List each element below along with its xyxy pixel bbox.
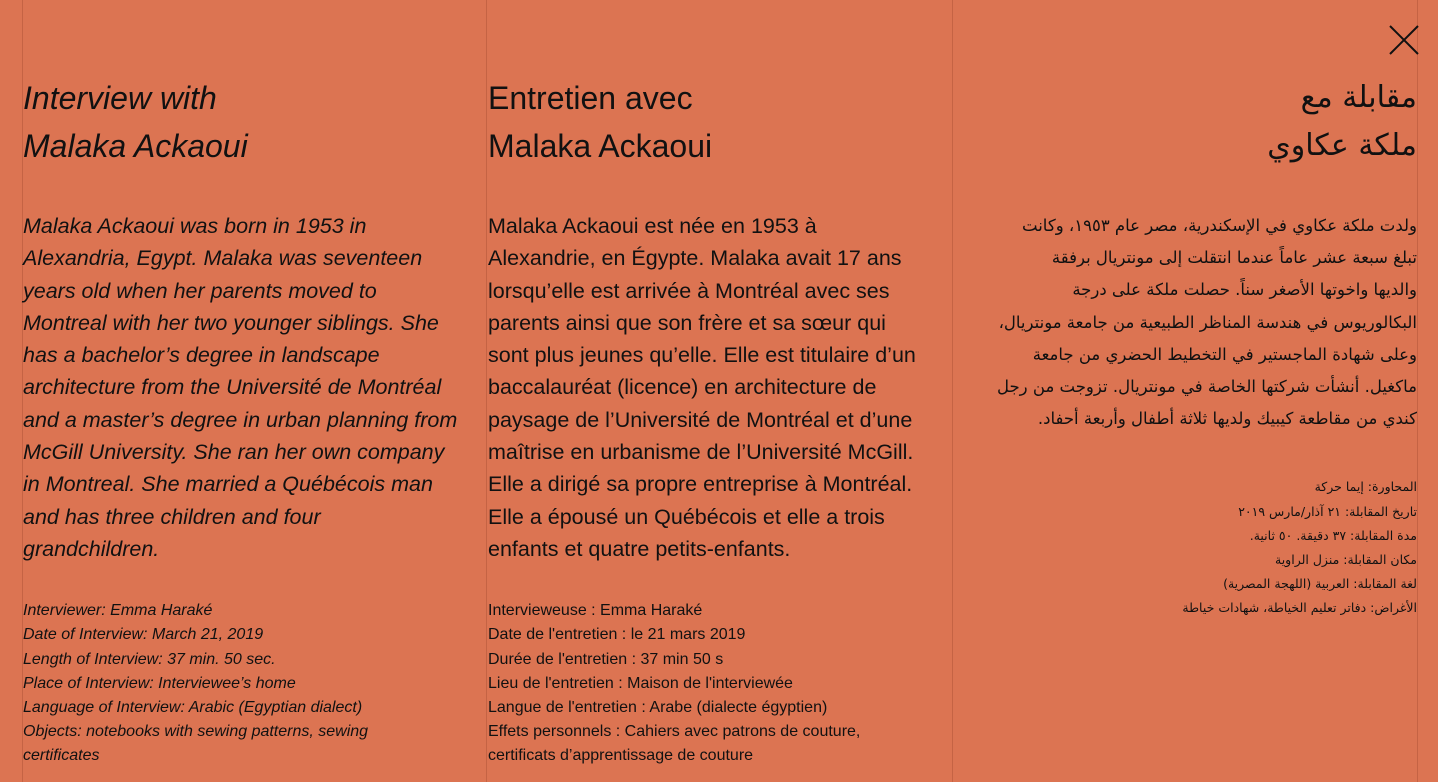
arabic-language: لغة المقابلة: العربية (اللهجة المصرية)	[1223, 576, 1417, 592]
french-objects: Effets personnels : Cahiers avec patrons de couture, certificats d’apprentissage de couture	[488, 723, 861, 765]
french-title-line-2: Malaka Ackaoui	[488, 128, 713, 164]
english-interviewer: Interviewer: Emma Haraké	[23, 602, 213, 620]
english-length: Length of Interview: 37 min. 50 sec.	[23, 650, 276, 668]
arabic-length: مدة المقابلة: ٣٧ دقيقة. ٥٠ ثانية.	[1249, 527, 1417, 543]
english-interview-details	[23, 599, 471, 768]
close-icon	[1386, 22, 1422, 58]
english-language: Language of Interview: Arabic (Egyptian dialect)	[23, 699, 363, 717]
arabic-bio: ولدت ملكة عكاوي في الإسكندرية، مصر عام ١٩٥٣، وكانت تبلغ سبعة عشر عاماً عندما انتقلت إلى مونتريال برفقة والديها واخوتها الأصغر سناً. حصلت ملكة على درجة البكالوريوس في هندسة المناظر الطبيعية من جامعة مونتريال، وعلى شهادة الماجستير في التخطيط الحضري من جامعة ماكغيل. أنشأت شركتها الخاصة في مونتريال. تزوجت من رجل كندي من مقاطعة كيبيك ولديها ثلاثة أطفال وأربعة أحفاد.	[996, 216, 1417, 429]
english-place: Place of Interview: Interviewee’s home	[23, 674, 296, 692]
french-bio: Malaka Ackaoui est née en 1953 à Alexandrie, en Égypte. Malaka avait 17 ans lorsqu’elle est arrivée à Montréal avec ses parents ainsi que son frère et sa sœur qui sont plus jeunes qu’elle. Elle est titulaire d’un baccalauréat (licence) en architecture de paysage de l’Université de Montréal et d’une maîtrise en urbanisme de l’Université McGill. Elle a dirigé sa propre entreprise à Montréal. Elle a épousé un Québécois et elle a trois enfants et quatre petits-enfants.	[488, 214, 916, 561]
grid-line-2	[486, 0, 487, 782]
french-place: Lieu de l'entretien : Maison de l'interviewée	[488, 674, 793, 692]
french-interviewer: Intervieweuse : Emma Haraké	[488, 602, 703, 620]
english-date: Date of Interview: March 21, 2019	[23, 626, 264, 644]
grid-line-4	[1417, 0, 1418, 782]
french-interview-details	[488, 599, 936, 768]
english-title	[23, 74, 471, 170]
arabic-title-line-1: مقابلة مع	[1300, 80, 1417, 115]
english-objects: Objects: notebooks with sewing patterns, sewing certificates	[23, 723, 369, 765]
arabic-title-line-2: ملكة عكاوي	[1267, 128, 1417, 163]
close-button[interactable]	[1386, 22, 1422, 58]
french-length: Durée de l'entretien : 37 min 50 s	[488, 650, 724, 668]
grid-line-3	[952, 0, 953, 782]
french-title-line-1: Entretien avec	[488, 80, 693, 116]
french-column	[488, 74, 936, 769]
arabic-interviewer: المحاورة: إيما حركة	[1314, 479, 1417, 495]
arabic-date: تاريخ المقابلة: ٢١ آذار/مارس ٢٠١٩	[1238, 503, 1417, 519]
french-date: Date de l'entretien : le 21 mars 2019	[488, 626, 746, 644]
french-title	[488, 74, 936, 170]
arabic-title	[968, 74, 1417, 170]
arabic-place: مكان المقابلة: منزل الراوية	[1275, 552, 1417, 568]
english-title-line-2: Malaka Ackaoui	[23, 128, 248, 164]
french-language: Langue de l'entretien : Arabe (dialecte égyptien)	[488, 699, 828, 717]
english-title-line-1: Interview with	[23, 80, 217, 116]
english-bio: Malaka Ackaoui was born in 1953 in Alexandria, Egypt. Malaka was seventeen years old when her parents moved to Montreal with her two younger siblings. She has a bachelor’s degree in landscape architecture from the Université de Montréal and a master’s degree in urban planning from McGill University. She ran her own company in Montreal. She married a Québécois man and has three children and four grandchildren.	[23, 214, 458, 561]
english-column	[23, 74, 471, 769]
arabic-interview-details	[968, 475, 1417, 620]
arabic-objects: الأغراض: دفاتر تعليم الخياطة، شهادات خياطة	[1182, 600, 1417, 616]
arabic-column	[968, 74, 1417, 621]
